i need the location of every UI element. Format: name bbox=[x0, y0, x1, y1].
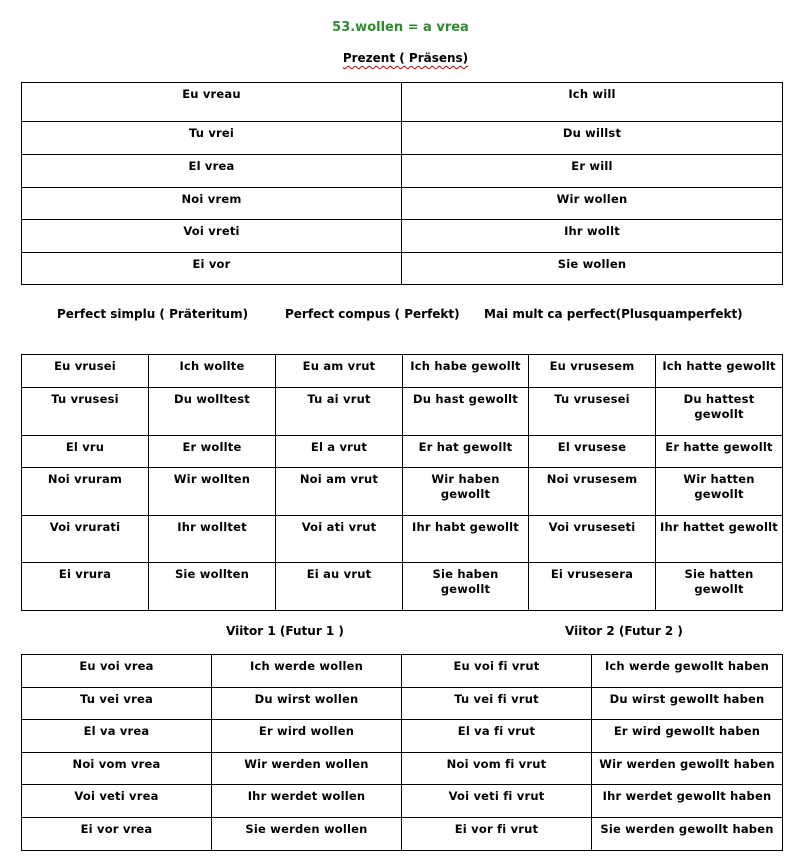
table-cell: Wir haben gewollt bbox=[403, 468, 529, 516]
table-row bbox=[22, 188, 783, 220]
table-cell: Noi vrusesem bbox=[529, 468, 656, 516]
table-row bbox=[22, 355, 783, 388]
table-cell: Noi am vrut bbox=[276, 468, 403, 516]
table-cell: Tu vrei bbox=[22, 122, 402, 155]
table-row bbox=[22, 155, 783, 188]
table-cell: Sie werden wollen bbox=[212, 818, 402, 851]
table-cell: Du wirst wollen bbox=[212, 688, 402, 720]
futur1-heading: Viitor 1 (Futur 1 ) bbox=[226, 624, 344, 638]
table-row bbox=[22, 720, 783, 753]
perfekt-heading: Perfect compus ( Perfekt) bbox=[285, 307, 460, 321]
table-cell: Ihr habt gewollt bbox=[403, 516, 529, 563]
table-cell: Ei vor bbox=[22, 253, 402, 285]
past-tenses-table bbox=[21, 354, 783, 611]
table-cell: Er will bbox=[402, 155, 783, 188]
table-cell: Voi vruseseti bbox=[529, 516, 656, 563]
table-cell: Wir werden gewollt haben bbox=[592, 753, 783, 785]
table-row bbox=[22, 563, 783, 611]
table-cell: Ich wollte bbox=[149, 355, 276, 388]
table-cell: El va vrea bbox=[22, 720, 212, 753]
table-cell: El vrea bbox=[22, 155, 402, 188]
plusquamperfekt-heading: Mai mult ca perfect(Plusquamperfekt) bbox=[484, 307, 743, 321]
table-cell: Er hatte gewollt bbox=[656, 436, 783, 468]
table-row bbox=[22, 436, 783, 468]
table-row bbox=[22, 516, 783, 563]
table-row bbox=[22, 688, 783, 720]
future-table bbox=[21, 654, 783, 851]
table-cell: Ich habe gewollt bbox=[403, 355, 529, 388]
table-row bbox=[22, 220, 783, 253]
table-cell: Ei vrura bbox=[22, 563, 149, 611]
table-cell: Noi vom vrea bbox=[22, 753, 212, 785]
table-cell: Tu ai vrut bbox=[276, 388, 403, 436]
table-cell: Tu vei vrea bbox=[22, 688, 212, 720]
table-cell: Ich hatte gewollt bbox=[656, 355, 783, 388]
table-cell: Voi vrurati bbox=[22, 516, 149, 563]
table-cell: Ei au vrut bbox=[276, 563, 403, 611]
table-cell: Eu voi vrea bbox=[22, 655, 212, 688]
table-cell: Tu vei fi vrut bbox=[402, 688, 592, 720]
table-cell: Du wolltest bbox=[149, 388, 276, 436]
table-cell: Noi vrem bbox=[22, 188, 402, 220]
table-cell: Noi vom fi vrut bbox=[402, 753, 592, 785]
table-cell: Voi ati vrut bbox=[276, 516, 403, 563]
prezent-heading: Prezent ( Präsens) bbox=[342, 51, 469, 65]
table-cell: Sie hatten gewollt bbox=[656, 563, 783, 611]
table-cell: Ei vor fi vrut bbox=[402, 818, 592, 851]
table-row bbox=[22, 785, 783, 818]
table-cell: Voi veti vrea bbox=[22, 785, 212, 818]
preteritum-heading: Perfect simplu ( Präteritum) bbox=[57, 307, 249, 321]
table-cell: Eu vrusesem bbox=[529, 355, 656, 388]
table-row bbox=[22, 655, 783, 688]
table-cell: Eu vrusei bbox=[22, 355, 149, 388]
table-cell: Voi vreti bbox=[22, 220, 402, 253]
table-cell: Ei vrusesera bbox=[529, 563, 656, 611]
table-cell: Eu voi fi vrut bbox=[402, 655, 592, 688]
table-row bbox=[22, 122, 783, 155]
table-row bbox=[22, 388, 783, 436]
table-cell: Sie wollen bbox=[402, 253, 783, 285]
table-cell: Voi veti fi vrut bbox=[402, 785, 592, 818]
table-cell: Ich werde gewollt haben bbox=[592, 655, 783, 688]
table-cell: Du willst bbox=[402, 122, 783, 155]
table-cell: El vrusese bbox=[529, 436, 656, 468]
table-cell: Ei vor vrea bbox=[22, 818, 212, 851]
table-cell: Ihr werdet wollen bbox=[212, 785, 402, 818]
table-cell: Wir werden wollen bbox=[212, 753, 402, 785]
table-cell: Wir wollten bbox=[149, 468, 276, 516]
table-cell: Er wird gewollt haben bbox=[592, 720, 783, 753]
table-cell: Tu vrusesei bbox=[529, 388, 656, 436]
table-cell: Ich werde wollen bbox=[212, 655, 402, 688]
table-cell: Noi vruram bbox=[22, 468, 149, 516]
table-cell: Ihr wollt bbox=[402, 220, 783, 253]
table-cell: Er wollte bbox=[149, 436, 276, 468]
table-cell: Tu vrusesi bbox=[22, 388, 149, 436]
table-cell: El a vrut bbox=[276, 436, 403, 468]
table-cell: Er wird wollen bbox=[212, 720, 402, 753]
table-row bbox=[22, 818, 783, 851]
table-cell: Sie haben gewollt bbox=[403, 563, 529, 611]
table-row bbox=[22, 468, 783, 516]
table-cell: Ihr wolltet bbox=[149, 516, 276, 563]
table-row bbox=[22, 753, 783, 785]
table-cell: Sie werden gewollt haben bbox=[592, 818, 783, 851]
table-cell: Wir hatten gewollt bbox=[656, 468, 783, 516]
table-cell: Du hattest gewollt bbox=[656, 388, 783, 436]
table-cell: El va fi vrut bbox=[402, 720, 592, 753]
table-cell: Sie wollten bbox=[149, 563, 276, 611]
table-cell: Eu am vrut bbox=[276, 355, 403, 388]
table-row bbox=[22, 83, 783, 122]
table-cell: Ihr werdet gewollt haben bbox=[592, 785, 783, 818]
page-title: 53.wollen = a vrea bbox=[332, 20, 469, 35]
table-cell: Er hat gewollt bbox=[403, 436, 529, 468]
table-cell: Wir wollen bbox=[402, 188, 783, 220]
table-cell: El vru bbox=[22, 436, 149, 468]
table-row bbox=[22, 253, 783, 285]
table-cell: Ich will bbox=[402, 83, 783, 122]
futur2-heading: Viitor 2 (Futur 2 ) bbox=[565, 624, 683, 638]
table-cell: Du hast gewollt bbox=[403, 388, 529, 436]
table-cell: Eu vreau bbox=[22, 83, 402, 122]
table-cell: Ihr hattet gewollt bbox=[656, 516, 783, 563]
prezent-table bbox=[21, 82, 783, 285]
table-cell: Du wirst gewollt haben bbox=[592, 688, 783, 720]
